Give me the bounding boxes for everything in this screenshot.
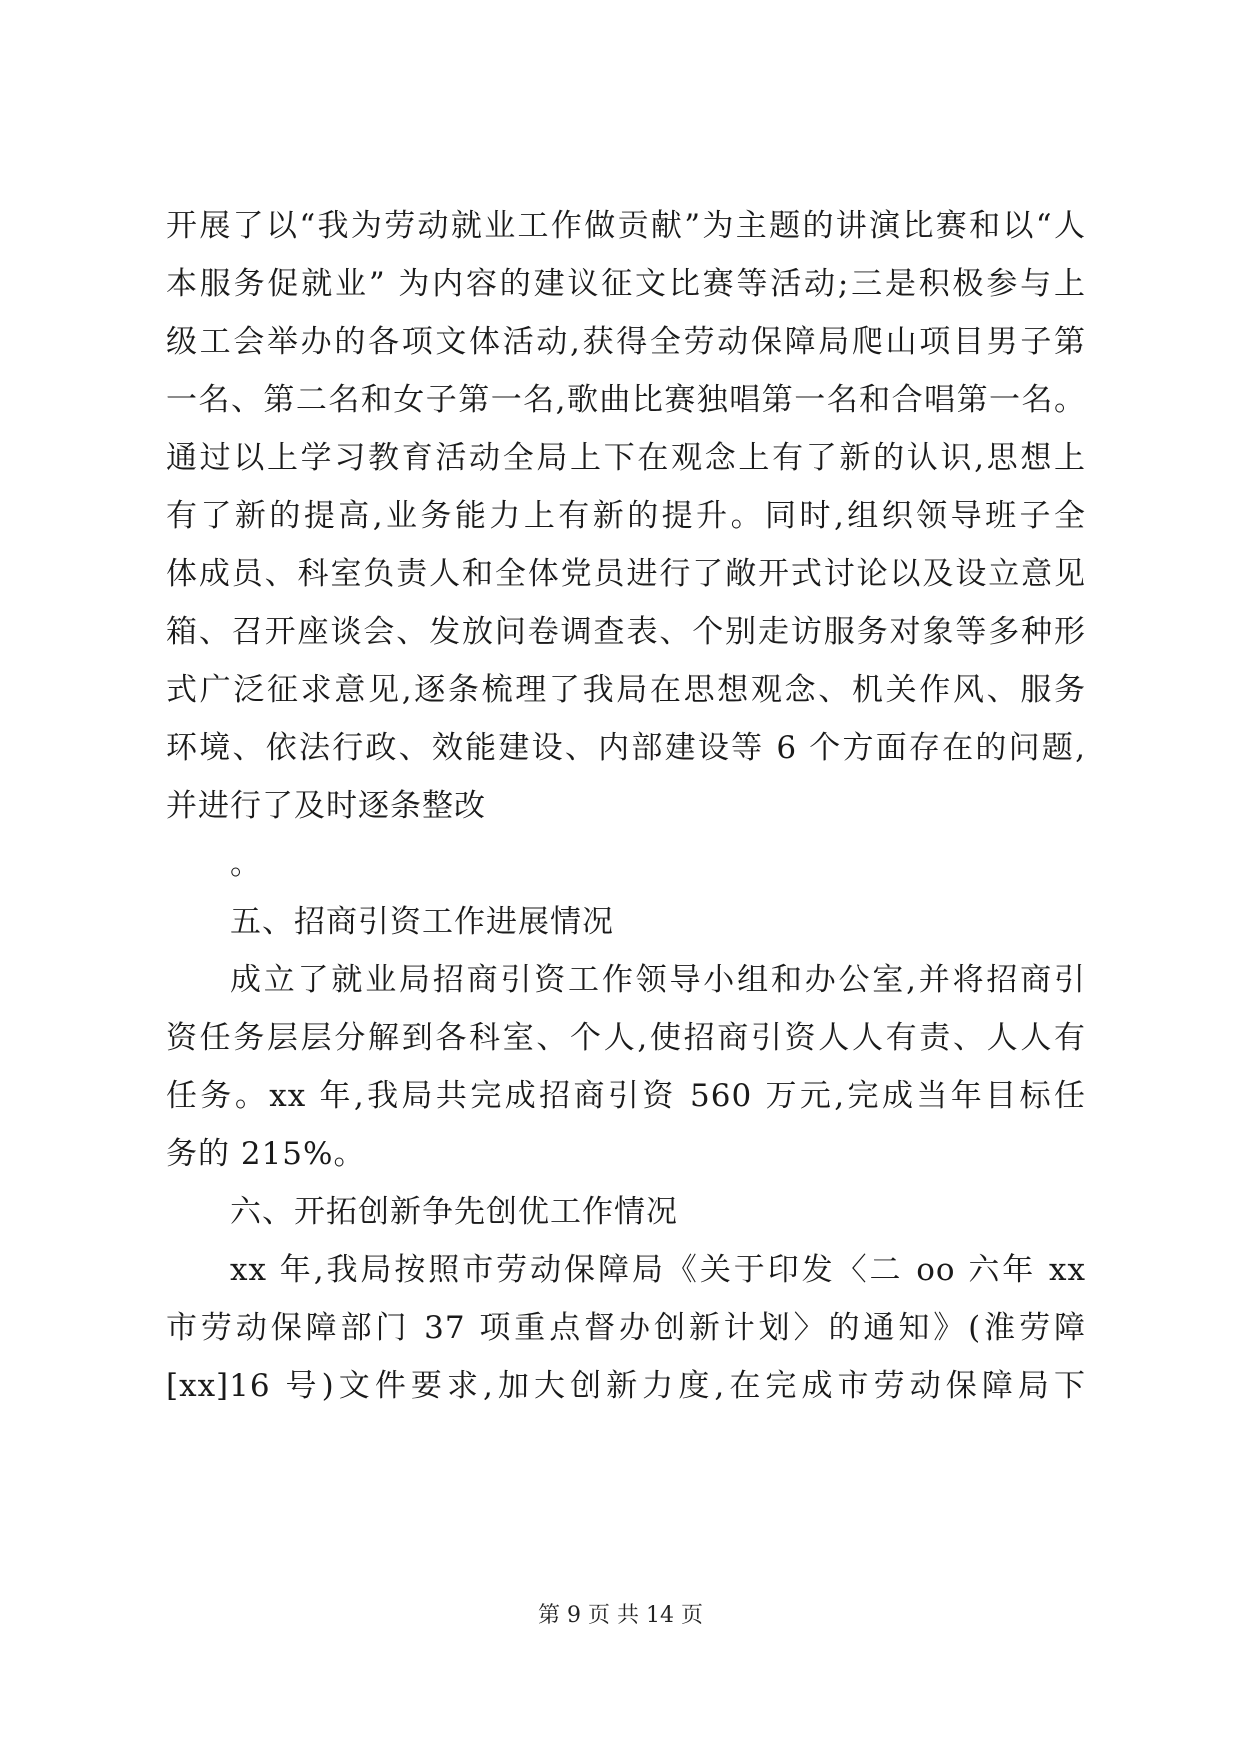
- body-text-line: xx 年,我局按照市劳动保障局《关于印发〈二 oo 六年 xx: [230, 1252, 1086, 1288]
- body-text-line: 本服务促就业” 为内容的建议征文比赛等活动;三是积极参与上: [166, 266, 1086, 302]
- body-text-line: 箱、召开座谈会、发放问卷调查表、个别走访服务对象等多种形: [166, 614, 1086, 650]
- section-heading: 六、开拓创新争先创优工作情况: [230, 1194, 678, 1230]
- body-text-line: 成立了就业局招商引资工作领导小组和办公室,并将招商引: [230, 962, 1086, 998]
- section-heading: 五、招商引资工作进展情况: [230, 904, 614, 940]
- body-text-line: 务的 215%。: [166, 1136, 366, 1172]
- body-text-line: 开展了以“我为劳动就业工作做贡献”为主题的讲演比赛和以“人: [166, 208, 1086, 244]
- body-text-line: 市劳动保障部门 37 项重点督办创新计划〉的通知》(淮劳障: [166, 1310, 1086, 1346]
- body-text-line: 环境、依法行政、效能建设、内部建设等 6 个方面存在的问题,: [166, 730, 1086, 766]
- body-text-line: 通过以上学习教育活动全局上下在观念上有了新的认识,思想上: [166, 440, 1086, 476]
- body-text-line: 一名、第二名和女子第一名,歌曲比赛独唱第一名和合唱第一名。: [166, 382, 1086, 418]
- body-text-line: 。: [230, 846, 262, 882]
- body-text-line: 有了新的提高,业务能力上有新的提升。同时,组织领导班子全: [166, 498, 1086, 534]
- body-text-line: 资任务层层分解到各科室、个人,使招商引资人人有责、人人有: [166, 1020, 1086, 1056]
- body-text-line: 级工会举办的各项文体活动,获得全劳动保障局爬山项目男子第: [166, 324, 1086, 360]
- page-number-footer: 第 9 页 共 14 页: [538, 1603, 703, 1628]
- body-text-line: 任务。xx 年,我局共完成招商引资 560 万元,完成当年目标任: [166, 1078, 1086, 1114]
- body-text-line: 并进行了及时逐条整改: [166, 788, 486, 824]
- body-text-line: 式广泛征求意见,逐条梳理了我局在思想观念、机关作风、服务: [166, 672, 1086, 708]
- body-text-line: [xx]16 号)文件要求,加大创新力度,在完成市劳动保障局下: [166, 1368, 1086, 1404]
- body-text-line: 体成员、科室负责人和全体党员进行了敞开式讨论以及设立意见: [166, 556, 1086, 592]
